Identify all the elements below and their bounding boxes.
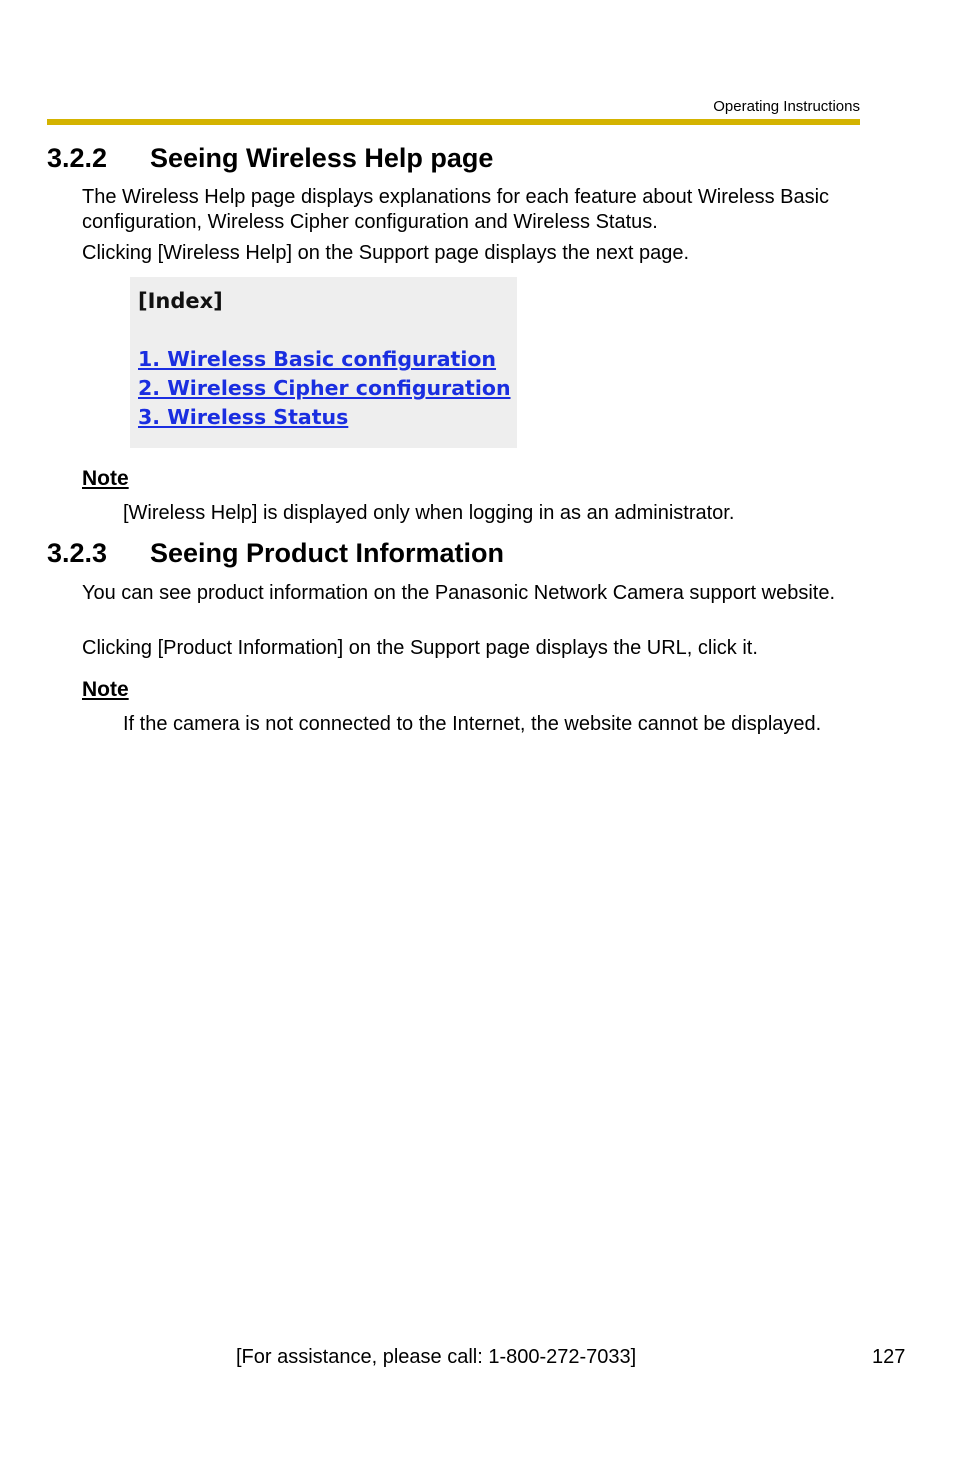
section-heading-3-2-3 [47,538,504,569]
index-link-list [138,347,511,434]
index-heading: [Index] [138,289,223,313]
paragraph: Clicking [Product Information] on the Support page displays the URL, click it. [82,637,758,659]
link-wireless-cipher-configuration[interactable]: 2. Wireless Cipher configuration [138,376,511,400]
assistance-footer: [For assistance, please call: 1-800-272-7033] [236,1346,637,1368]
list-item [138,376,511,405]
header-rule [47,119,860,125]
note-text: If the camera is not connected to the Internet, the website cannot be displayed. [123,713,822,735]
link-wireless-basic-configuration[interactable]: 1. Wireless Basic configuration [138,347,497,371]
wireless-help-screenshot [130,277,517,448]
paragraph: The Wireless Help page displays explanations for each feature about Wireless Basic configuration, Wireless Cipher configuration and Wireless Status. [82,186,830,233]
note-heading: Note [82,467,129,490]
page-number: 127 [872,1346,906,1368]
paragraph: Clicking [Wireless Help] on the Support page displays the next page. [82,242,690,264]
section-number: 3.2.3 [47,538,108,568]
section-title: Seeing Product Information [150,538,505,568]
paragraph: You can see product information on the Panasonic Network Camera support website. [82,582,836,604]
section-number: 3.2.2 [47,143,108,173]
note-heading: Note [82,678,129,701]
list-item [138,347,511,376]
running-header: Operating Instructions [713,98,860,115]
note-text: [Wireless Help] is displayed only when logging in as an administrator. [123,502,735,524]
list-item [138,405,511,434]
link-wireless-status[interactable]: 3. Wireless Status [138,405,349,429]
section-title: Seeing Wireless Help page [150,143,494,173]
section-heading-3-2-2 [47,143,493,174]
